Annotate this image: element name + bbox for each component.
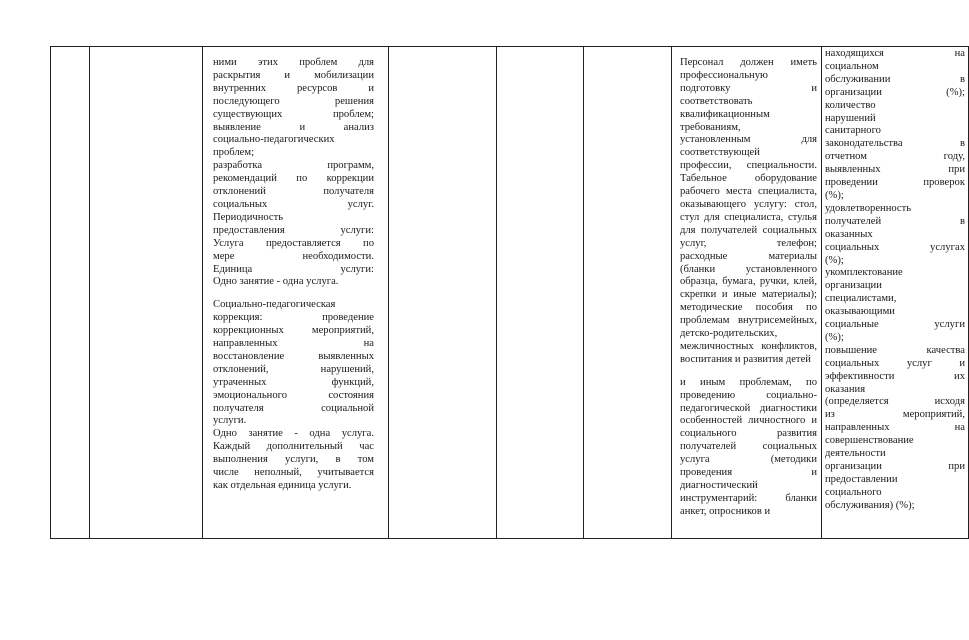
description-line: отклонений получателя — [213, 186, 374, 198]
conditions-line: диагностический — [680, 480, 758, 491]
indicators-line: организации (%); — [825, 86, 965, 98]
indicators-line: социального — [825, 486, 882, 498]
conditions-line: для получателей социальных — [680, 224, 817, 236]
description-line: Единица услуги: — [213, 263, 374, 275]
paragraph-gap — [680, 367, 817, 377]
description-line: проблем; — [213, 147, 255, 159]
service-description-cell — [203, 47, 389, 539]
conditions-line: особенностей личностного и — [680, 415, 817, 427]
indicators-line: совершенствование — [825, 435, 914, 447]
description-line: раскрытия и мобилизации — [213, 69, 374, 81]
conditions-line: проведению социально- — [680, 389, 817, 401]
conditions-line: требованиям, — [680, 121, 741, 133]
indicators-line: социальные услуги — [825, 319, 965, 331]
conditions-line: Персонал должен иметь — [680, 57, 817, 68]
conditions-line: профессии, специальности. — [680, 160, 817, 172]
description-line: ними этих проблем для — [213, 57, 374, 68]
services-table — [50, 46, 969, 539]
description-line: Услуга предоставляется по — [213, 237, 374, 249]
quality-indicators-text — [822, 47, 968, 513]
description-line: направленных на — [213, 338, 374, 350]
conditions-line: получателей социальных — [680, 441, 817, 453]
indicators-line: отчетном году, — [825, 151, 965, 163]
description-line: Периодичность — [213, 211, 284, 223]
indicators-line: находящихся на — [825, 48, 965, 59]
description-line: услуги. — [213, 415, 247, 427]
indicators-line: эффективности их — [825, 370, 965, 382]
description-line: коррекция: проведение — [213, 312, 374, 324]
conditions-line: соответствовать — [680, 95, 753, 107]
conditions-line: образца, бумага, ручки, клей, — [680, 276, 817, 288]
indicators-line: обслуживания) (%); — [825, 499, 915, 511]
description-line: существующих проблем; — [213, 108, 374, 120]
quality-indicators-cell — [822, 47, 969, 539]
row-number-cell — [51, 47, 90, 539]
conditions-line: стул для специалиста, стулья — [680, 211, 817, 223]
description-line: социально-педагогических — [213, 134, 335, 146]
description-line: утраченных функций, — [213, 376, 374, 388]
indicators-line: проведении проверок — [825, 177, 965, 189]
indicators-line: нарушений — [825, 112, 876, 124]
indicators-line: предоставлении — [825, 473, 898, 485]
description-line: мере необходимости. — [213, 250, 374, 262]
indicators-line: оказывающими — [825, 306, 895, 318]
description-line: последующего решения — [213, 95, 374, 107]
description-line: рекомендаций по коррекции — [213, 173, 374, 185]
conditions-line: соответствующей — [680, 147, 760, 159]
indicators-line: оказанных — [825, 228, 873, 240]
description-line: выявление и анализ — [213, 121, 374, 133]
table-row — [51, 47, 969, 539]
service-conditions-text — [672, 47, 821, 519]
indicators-line: (определяется исходя — [825, 396, 965, 408]
indicators-line: получателей в — [825, 215, 965, 227]
conditions-line: рабочего места специалиста, — [680, 186, 817, 198]
conditions-line: (бланки установленного — [680, 263, 817, 275]
description-line: отклонений, нарушений, — [213, 363, 374, 375]
conditions-line: расходные материалы — [680, 250, 817, 262]
indicators-line: социальных услуг и — [825, 357, 965, 369]
paragraph-gap — [213, 289, 374, 299]
indicators-line: организации при — [825, 461, 965, 472]
indicators-line: организации — [825, 280, 882, 292]
description-line: Одно занятие - одна услуга. — [213, 276, 339, 288]
conditions-line: и иным проблемам, по — [680, 376, 817, 388]
description-line: получателя социальной — [213, 402, 374, 414]
description-line: Социально-педагогическая — [213, 299, 336, 311]
indicators-line: из мероприятий, — [825, 409, 965, 421]
indicators-line: удовлетворенность — [825, 202, 912, 214]
conditions-line: методические пособия по — [680, 302, 817, 314]
description-line: числе неполный, учитывается — [213, 467, 374, 479]
description-line: социальных услуг. — [213, 198, 374, 210]
indicators-line: санитарного — [825, 125, 881, 137]
indicators-line: социальных услугах — [825, 241, 965, 253]
conditions-line: скрепки и иные материалы); — [680, 289, 817, 301]
description-line: как отдельная единица услуги. — [213, 480, 352, 491]
conditions-line: инструментарий: бланки — [680, 492, 817, 504]
description-line: коррекционных мероприятий, — [213, 325, 374, 337]
indicators-line: (%); — [825, 331, 844, 343]
service-price-cell — [497, 47, 584, 539]
conditions-line: установленным для — [680, 134, 817, 146]
service-description-text — [203, 47, 388, 493]
service-term-cell — [389, 47, 497, 539]
conditions-line: профессиональную — [680, 69, 768, 81]
service-name-cell — [90, 47, 203, 539]
indicators-line: направленных на — [825, 422, 965, 434]
service-norm-cell — [584, 47, 672, 539]
conditions-line: детско-родительских, — [680, 328, 778, 340]
indicators-line: социальном — [825, 60, 879, 72]
description-line: разработка программ, — [213, 160, 374, 172]
conditions-line: проведения и — [680, 467, 817, 479]
description-line: внутренних ресурсов и — [213, 82, 374, 94]
indicators-line: (%); — [825, 254, 844, 266]
indicators-line: выявленных при — [825, 164, 965, 176]
indicators-line: оказания — [825, 383, 866, 395]
indicators-line: законодательства в — [825, 138, 965, 150]
conditions-line: анкет, опросников и — [680, 505, 771, 517]
conditions-line: воспитания и развития детей — [680, 353, 811, 365]
conditions-line: межличностных конфликтов, — [680, 340, 817, 352]
description-line: эмоционального состояния — [213, 389, 374, 401]
indicators-line: (%); — [825, 189, 844, 201]
conditions-line: Табельное оборудование — [680, 173, 817, 185]
description-line: Каждый дополнительный час — [213, 441, 374, 453]
indicators-line: деятельности — [825, 448, 886, 460]
conditions-line: услуг, телефон; — [680, 237, 817, 249]
description-line: Одно занятие - одна услуга. — [213, 428, 374, 440]
conditions-line: подготовку и — [680, 82, 817, 94]
indicators-line: специалистами, — [825, 293, 897, 305]
indicators-line: количество — [825, 99, 876, 111]
conditions-line: услуга (методики — [680, 454, 817, 466]
service-conditions-cell — [672, 47, 822, 539]
conditions-line: педагогической диагностики — [680, 402, 817, 414]
description-line: выполнения услуги, в том — [213, 454, 374, 466]
conditions-line: проблемам внутрисемейных, — [680, 315, 817, 327]
conditions-line: квалификационным — [680, 108, 770, 120]
indicators-line: повышение качества — [825, 344, 965, 356]
conditions-line: социального развития — [680, 428, 817, 440]
indicators-line: укомплектование — [825, 267, 903, 279]
description-line: предоставления услуги: — [213, 224, 374, 236]
indicators-line: обслуживании в — [825, 73, 965, 85]
description-line: восстановление выявленных — [213, 350, 374, 362]
conditions-line: оказывающего услугу: стол, — [680, 198, 817, 210]
